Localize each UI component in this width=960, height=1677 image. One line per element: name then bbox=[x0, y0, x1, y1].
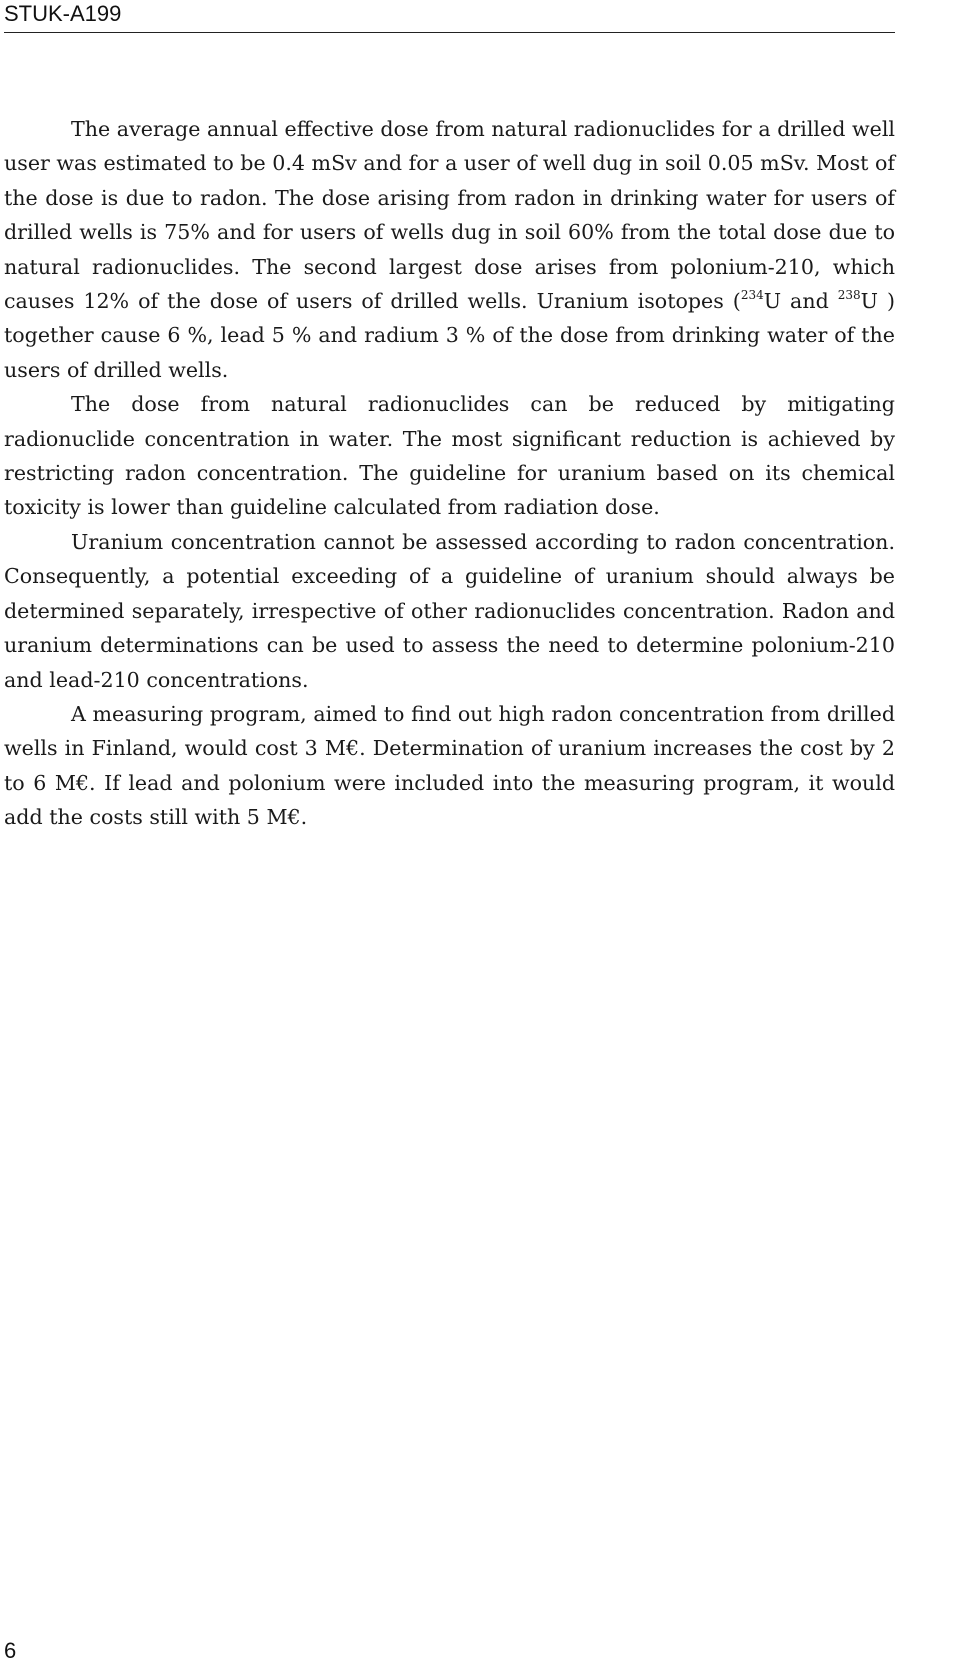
isotope-symbol: U bbox=[860, 289, 878, 314]
isotope-mass-number: 234 bbox=[740, 288, 764, 303]
isotope-symbol: U bbox=[763, 289, 782, 314]
paragraph-text: The average annual effective dose from natural radionuclides for a drilled well user was estimated to be 0.4 mSv and for a user of well dug in soil 0.05 mSv. Most of the dose is due to radon. The dose arising from radon in drinking water for users of drilled wells is 75% and for users of wells dug in soil 60% from the total dose due to natural radionuclides. The second largest dose arises from polonium-210, which causes 12% of the dose of users of drilled wells. Uranium isotopes ( bbox=[4, 117, 895, 314]
page-number: 6 bbox=[4, 1638, 17, 1663]
paragraph-measuring-program-cost: A measuring program, aimed to find out high radon concentration from drilled wells in Finland, would cost 3 M€. Determination of uranium increases the cost by 2 to 6 M€. If lead and polonium were included into the measuring program, it would add the costs still with 5 M€. bbox=[4, 701, 895, 830]
paragraph-text: and bbox=[781, 289, 838, 314]
document-body bbox=[4, 112, 895, 835]
paragraph-dose-summary bbox=[4, 112, 895, 387]
isotope-mass-number: 238 bbox=[837, 288, 861, 303]
paragraph-text: ) together cause 6 %, lead 5 % and radium 3 % of the dose from drinking water of the users of drilled wells. bbox=[4, 289, 895, 382]
paragraph-dose-reduction: The dose from natural radionuclides can be reduced by mitigating radionuclide concentration in water. The most significant reduction is achieved by restricting radon concentration. The guideline for uranium based on its chemical toxicity is lower than guideline calculated from radiation dose. bbox=[4, 392, 895, 520]
report-id: STUK-A199 bbox=[4, 1, 122, 26]
running-header bbox=[4, 0, 895, 33]
paragraph-uranium-assessment: Uranium concentration cannot be assessed according to radon concentration. Consequently, a potential exceeding of a guideline of uranium should always be determined separately, irrespective of other radionuclides concentration. Radon and uranium determinations can be used to assess the need to determine polonium-210 and lead-210 concentrations. bbox=[4, 529, 895, 692]
